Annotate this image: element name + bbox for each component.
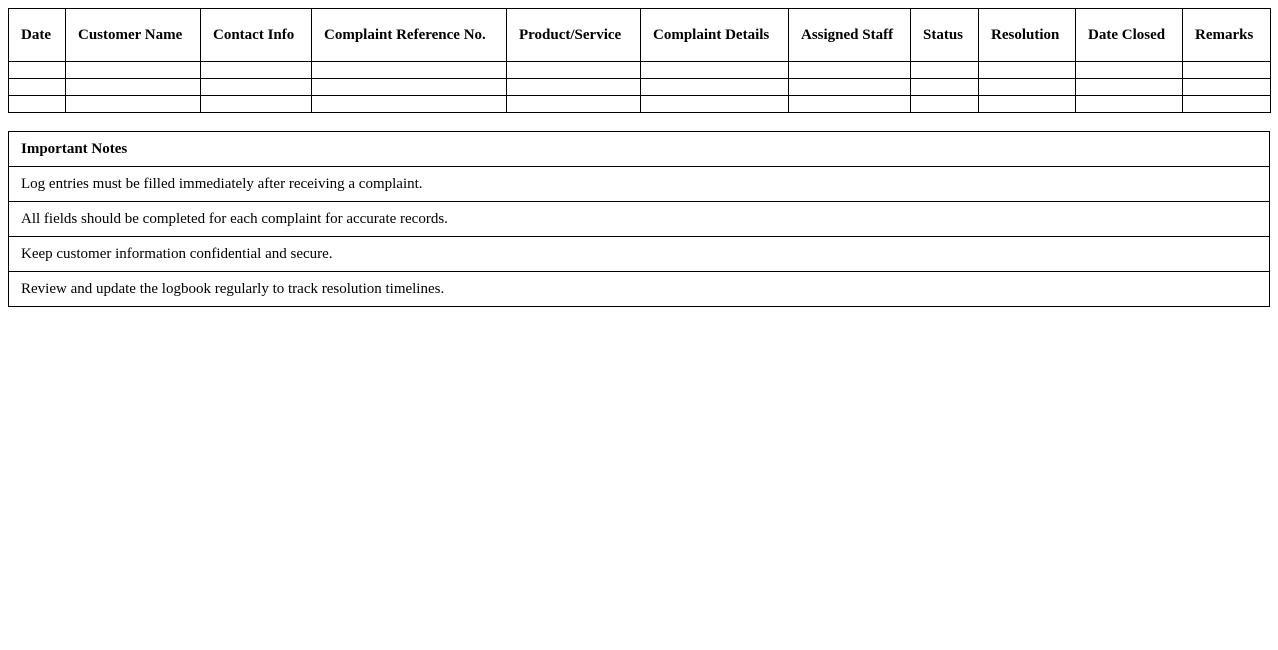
- header-remarks: Remarks: [1183, 9, 1271, 62]
- header-assigned-staff: Assigned Staff: [789, 9, 911, 62]
- table-cell[interactable]: [911, 96, 979, 113]
- table-cell[interactable]: [9, 79, 66, 96]
- table-cell[interactable]: [1183, 96, 1271, 113]
- table-cell[interactable]: [641, 79, 789, 96]
- note-row: [9, 237, 1270, 272]
- table-cell[interactable]: [1076, 96, 1183, 113]
- table-cell[interactable]: [201, 79, 312, 96]
- note-item: Keep customer information confidential and secure.: [9, 237, 1270, 272]
- table-cell[interactable]: [201, 96, 312, 113]
- table-cell[interactable]: [66, 96, 201, 113]
- table-cell[interactable]: [507, 96, 641, 113]
- note-row: [9, 167, 1270, 202]
- note-item: Review and update the logbook regularly to track resolution timelines.: [9, 272, 1270, 307]
- table-cell[interactable]: [911, 62, 979, 79]
- log-table-header: [9, 9, 1271, 62]
- table-cell[interactable]: [312, 79, 507, 96]
- table-cell[interactable]: [789, 96, 911, 113]
- table-cell[interactable]: [1076, 62, 1183, 79]
- table-cell[interactable]: [911, 79, 979, 96]
- header-complaint-details: Complaint Details: [641, 9, 789, 62]
- table-row: [9, 96, 1271, 113]
- note-row: [9, 272, 1270, 307]
- table-cell[interactable]: [507, 62, 641, 79]
- header-product-service: Product/Service: [507, 9, 641, 62]
- table-cell[interactable]: [979, 62, 1076, 79]
- note-row: [9, 202, 1270, 237]
- header-status: Status: [911, 9, 979, 62]
- table-cell[interactable]: [979, 79, 1076, 96]
- table-cell[interactable]: [201, 62, 312, 79]
- complaint-log-table: [8, 8, 1271, 113]
- table-cell[interactable]: [641, 96, 789, 113]
- header-date-closed: Date Closed: [1076, 9, 1183, 62]
- notes-heading: Important Notes: [9, 132, 1270, 167]
- header-resolution: Resolution: [979, 9, 1076, 62]
- note-item: All fields should be completed for each complaint for accurate records.: [9, 202, 1270, 237]
- header-customer-name: Customer Name: [66, 9, 201, 62]
- table-cell[interactable]: [9, 96, 66, 113]
- notes-body: [9, 132, 1270, 307]
- table-cell[interactable]: [507, 79, 641, 96]
- table-cell[interactable]: [1183, 62, 1271, 79]
- table-cell[interactable]: [1076, 79, 1183, 96]
- table-cell[interactable]: [641, 62, 789, 79]
- table-cell[interactable]: [66, 62, 201, 79]
- table-cell[interactable]: [789, 79, 911, 96]
- table-row: [9, 79, 1271, 96]
- table-cell[interactable]: [312, 96, 507, 113]
- notes-heading-row: [9, 132, 1270, 167]
- note-item: Log entries must be filled immediately after receiving a complaint.: [9, 167, 1270, 202]
- header-date: Date: [9, 9, 66, 62]
- table-cell[interactable]: [979, 96, 1076, 113]
- table-cell[interactable]: [1183, 79, 1271, 96]
- header-row: [9, 9, 1271, 62]
- table-row: [9, 62, 1271, 79]
- table-cell[interactable]: [789, 62, 911, 79]
- header-complaint-reference-no: Complaint Reference No.: [312, 9, 507, 62]
- table-cell[interactable]: [312, 62, 507, 79]
- header-contact-info: Contact Info: [201, 9, 312, 62]
- table-cell[interactable]: [9, 62, 66, 79]
- important-notes-table: [8, 131, 1270, 307]
- log-table-body: [9, 62, 1271, 113]
- table-cell[interactable]: [66, 79, 201, 96]
